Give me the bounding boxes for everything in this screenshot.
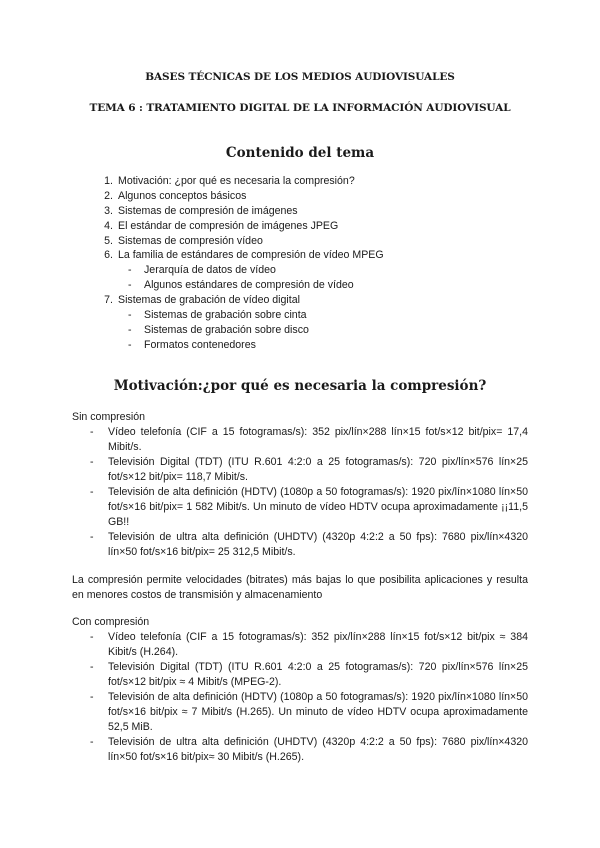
toc-subtext: Algunos estándares de compresión de vídeo: [144, 279, 354, 292]
bullet-dash: -: [90, 486, 94, 498]
course-title: BASES TÉCNICAS DE LOS MEDIOS AUDIOVISUALES: [145, 71, 455, 83]
list-item-text: Televisión de ultra alta definición (UHDTV) (4320p 4:2:2 a 50 fps): 7680 pix/lín×4320 lín×50 fot/s×16 bit/pix= 25 312,5 Mibit/s.: [108, 531, 528, 558]
topic-title: TEMA 6 : TRATAMIENTO DIGITAL DE LA INFORMACIÓN AUDIOVISUAL: [89, 102, 511, 114]
toc-text: La familia de estándares de compresión de vídeo MPEG: [118, 249, 384, 262]
list-item: [90, 630, 528, 660]
list-item: [90, 485, 528, 530]
bullet-dash: -: [90, 456, 94, 468]
toc-dash: -: [128, 309, 132, 322]
toc-subtext: Jerarquía de datos de vídeo: [144, 264, 276, 277]
toc-dash: -: [128, 323, 132, 336]
bullet-dash: -: [90, 531, 94, 543]
toc-text: El estándar de compresión de imágenes JPEG: [118, 219, 339, 232]
bullet-dash: -: [90, 691, 94, 703]
motivation-heading: Motivación:¿por qué es necesaria la compresión?: [113, 378, 487, 394]
toc-number: 4.: [104, 219, 113, 232]
list-item-text: Televisión de ultra alta definición (UHDTV) (4320p 4:2:2 a 50 fps): 7680 pix/lín×4320 lín×50 fot/s×16 bit/pix≈ 30 Mibit/s (H.265).: [108, 736, 528, 763]
bullet-dash: -: [90, 661, 94, 673]
list-item: [90, 425, 528, 455]
list-item: [90, 455, 528, 485]
bullet-dash: -: [90, 631, 94, 643]
toc-dash: -: [128, 279, 132, 292]
toc-number: 3.: [104, 204, 113, 217]
toc-text: Sistemas de compresión de imágenes: [118, 204, 298, 217]
with-compression-label: Con compresión: [72, 616, 150, 628]
toc-subtext: Sistemas de grabación sobre disco: [144, 323, 309, 336]
toc-subtext: Formatos contenedores: [144, 338, 256, 351]
without-compression-list: [90, 425, 528, 560]
list-item-text: Vídeo telefonía (CIF a 15 fotogramas/s): 352 pix/lín×288 lín×15 fot/s×12 bit/pix= 17,4 Mibit/s.: [108, 426, 528, 453]
toc-text: Sistemas de compresión vídeo: [118, 234, 263, 247]
list-item-text: Televisión de alta definición (HDTV) (1080p a 50 fotogramas/s): 1920 pix/lín×1080 lín×50 fot/s×16 bit/pix= 1 582 Mibit/s. Un minuto de vídeo HDTV ocupa aproximadamente ¡¡11,5 GB!!: [108, 486, 528, 528]
toc-dash: -: [128, 338, 132, 351]
list-item: [90, 735, 528, 765]
toc-number: 2.: [104, 189, 113, 202]
contents-heading: Contenido del tema: [225, 145, 375, 161]
toc-text: Algunos conceptos básicos: [118, 189, 247, 202]
compression-paragraph: La compresión permite velocidades (bitrates) más bajas lo que posibilita aplicaciones y resulta en menores costos de transmisión y almacenamiento: [72, 574, 528, 601]
with-compression-list: [90, 630, 528, 765]
bullet-dash: -: [90, 736, 94, 748]
list-item: [90, 690, 528, 735]
toc-subtext: Sistemas de grabación sobre cinta: [144, 309, 307, 322]
toc-number: 5.: [104, 234, 113, 247]
bullet-dash: -: [90, 426, 94, 438]
list-item: [90, 530, 528, 560]
toc-text: Sistemas de grabación de vídeo digital: [118, 294, 300, 307]
without-compression-label: Sin compresión: [72, 411, 146, 423]
list-item-text: Televisión de alta definición (HDTV) (1080p a 50 fotogramas/s): 1920 pix/lín×1080 lín×50 fot/s×16 bit/pix ≈ 7 Mibit/s (H.265). Un minuto de vídeo HDTV ocupa aproximadamente 52,5 MiB.: [108, 691, 528, 733]
list-item: [90, 660, 528, 690]
list-item-text: Televisión Digital (TDT) (ITU R.601 4:2:0 a 25 fotogramas/s): 720 pix/lín×576 lín×25 fot/s×12 bit/pix ≈ 4 Mibit/s (MPEG-2).: [108, 661, 528, 688]
list-item-text: Televisión Digital (TDT) (ITU R.601 4:2:0 a 25 fotogramas/s): 720 pix/lín×576 lín×25 fot/s×12 bit/pix= 118,7 Mibit/s.: [108, 456, 528, 483]
toc-number: 1.: [104, 175, 113, 187]
toc-dash: -: [128, 264, 132, 277]
toc-number: 7.: [104, 294, 113, 307]
toc-number: 6.: [104, 249, 113, 262]
list-item-text: Vídeo telefonía (CIF a 15 fotogramas/s): 352 pix/lín×288 lín×15 fot/s×12 bit/pix ≈ 384 Kibit/s (H.264).: [108, 631, 528, 658]
toc-text: Motivación: ¿por qué es necesaria la compresión?: [118, 175, 355, 187]
